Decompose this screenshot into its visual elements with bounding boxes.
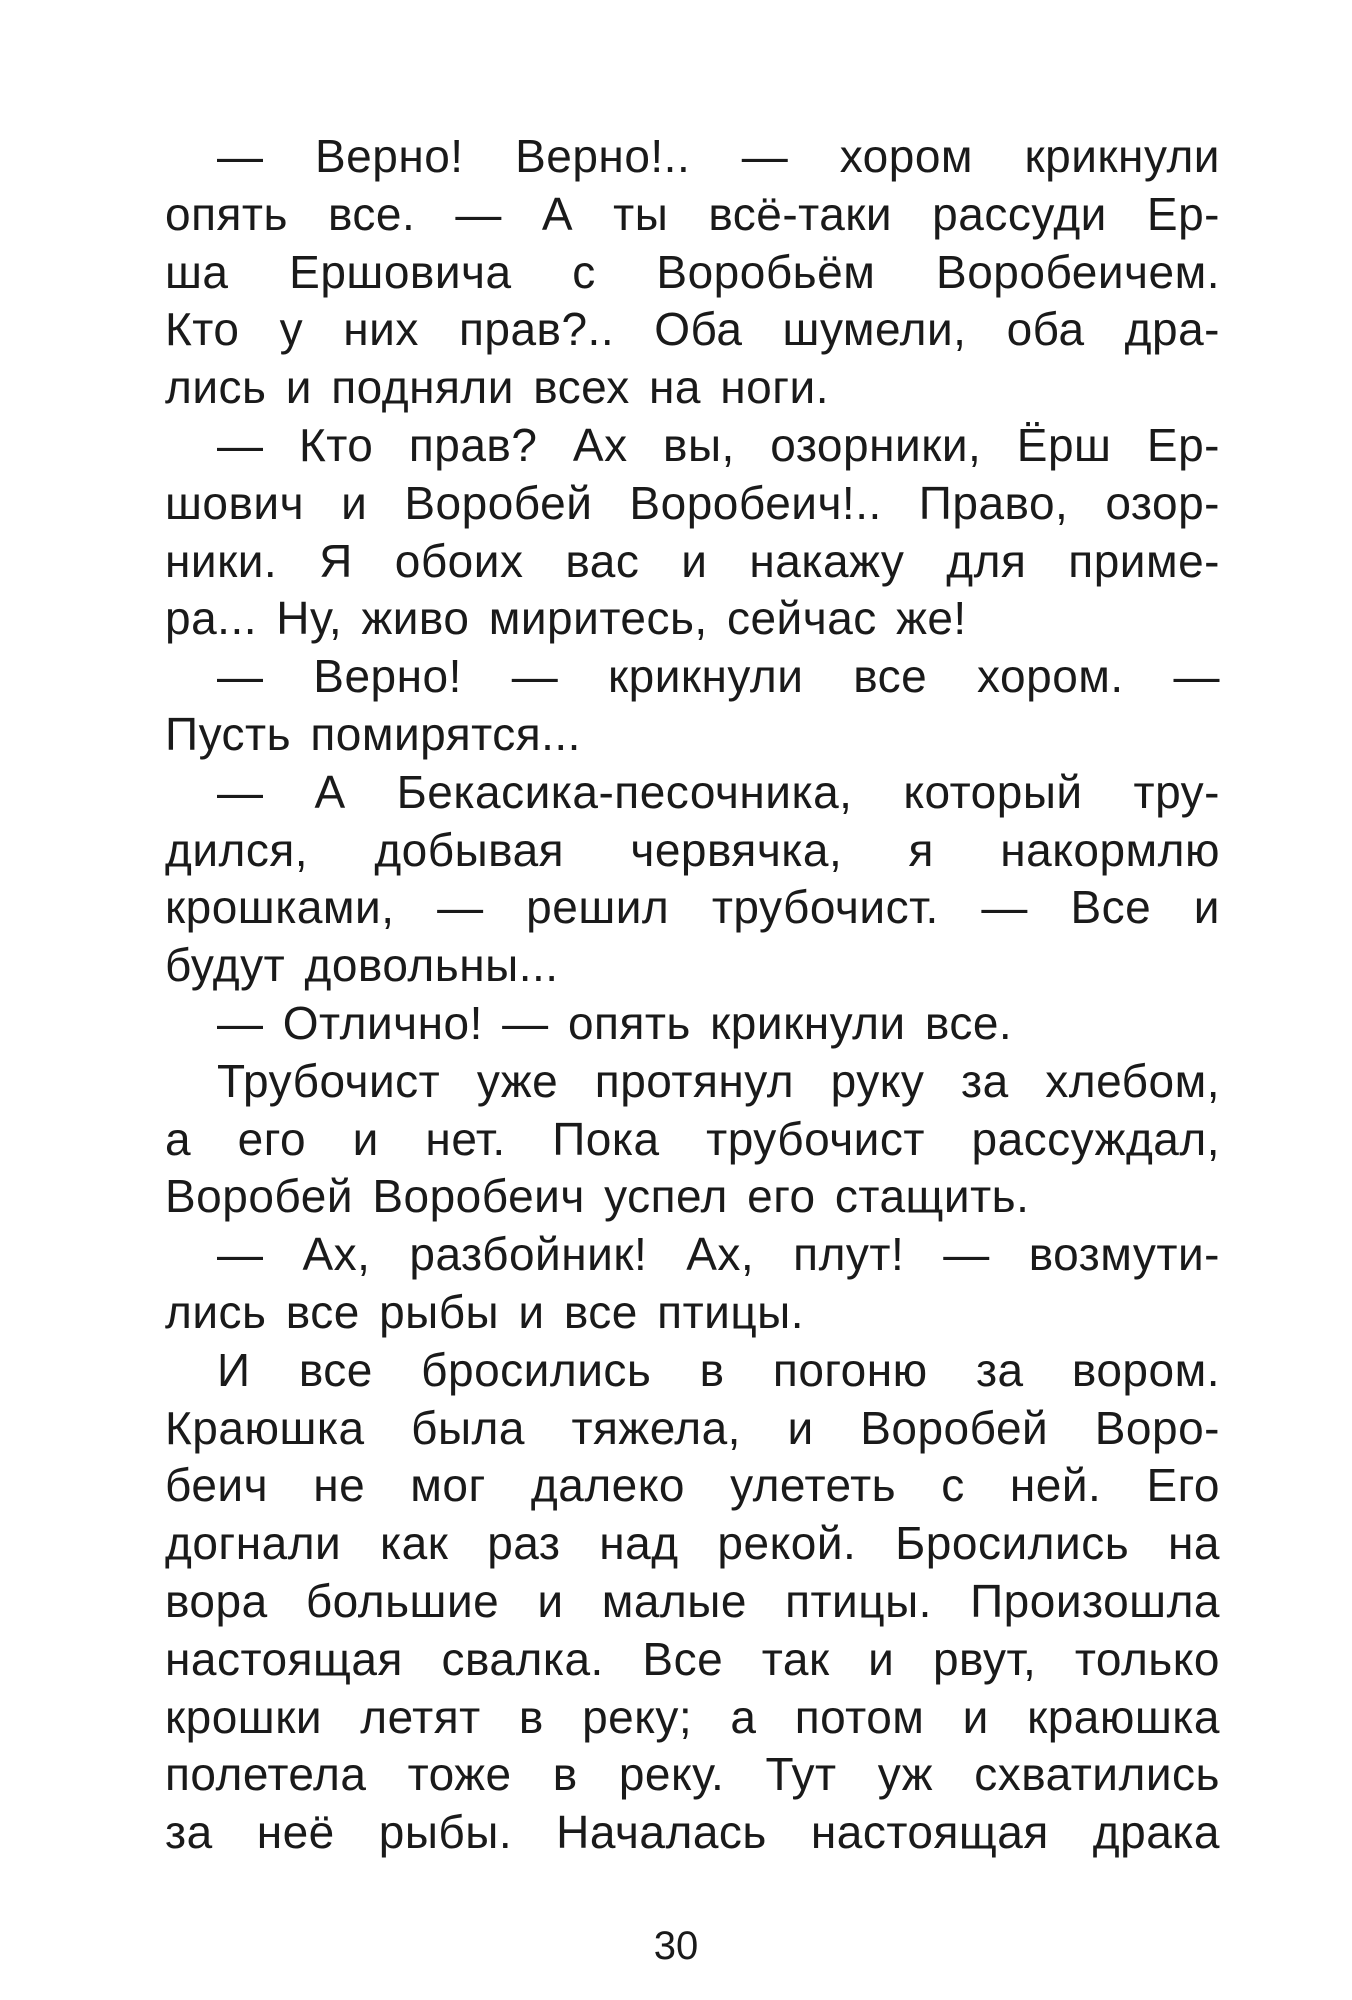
text-line: Воробей Воробеич успел его стащить. xyxy=(165,1170,1030,1223)
text-line: Краюшка была тяжела, и Воробей Воро- xyxy=(165,1401,1220,1454)
text-line: — А Бекасика-песочника, который тру- xyxy=(217,765,1220,818)
text-line: ники. Я обоих вас и накажу для приме- xyxy=(165,534,1220,587)
text-line: ша Ершовича с Воробьём Воробеичем. xyxy=(165,245,1220,298)
text-line: лись и подняли всех на ноги. xyxy=(165,361,829,414)
text-line: будут довольны... xyxy=(165,939,559,992)
text-line: за неё рыбы. Началась настоящая драка xyxy=(165,1806,1220,1859)
text-line: опять все. — А ты всё-таки рассуди Ер- xyxy=(165,187,1220,240)
text-line: — Верно! — крикнули все хором. — xyxy=(217,650,1220,703)
page-number: 30 xyxy=(653,1924,699,1968)
text-line: И все бросились в погоню за вором. xyxy=(217,1343,1220,1396)
text-line: ра... Ну, живо миритесь, сейчас же! xyxy=(165,592,967,645)
text-line: Кто у них прав?.. Оба шумели, оба дра- xyxy=(165,303,1220,356)
body-text xyxy=(165,128,1220,1862)
text-line: крошки летят в реку; а потом и краюшка xyxy=(165,1690,1220,1743)
text-line: крошками, — решил трубочист. — Все и xyxy=(165,881,1220,934)
text-line: полетела тоже в реку. Тут уж схватились xyxy=(165,1748,1220,1801)
text-line: Пусть помирятся... xyxy=(165,707,581,760)
text-line: а его и нет. Пока трубочист рассуждал, xyxy=(165,1112,1220,1165)
text-line: лись все рыбы и все птицы. xyxy=(165,1285,805,1338)
text-line: — Ах, разбойник! Ах, плут! — возмути- xyxy=(217,1228,1220,1281)
text-line: — Верно! Верно!.. — хором крикнули xyxy=(217,130,1220,182)
text-line: Трубочист уже протянул руку за хлебом, xyxy=(217,1054,1220,1107)
text-line: вора большие и малые птицы. Произошла xyxy=(165,1574,1220,1627)
text-line: дился, добывая червячка, я накормлю xyxy=(165,823,1220,876)
text-line: — Кто прав? Ах вы, озорники, Ёрш Ер- xyxy=(217,418,1220,471)
text-line: настоящая свалка. Все так и рвут, только xyxy=(165,1632,1220,1685)
text-line: шович и Воробей Воробеич!.. Право, озор- xyxy=(165,476,1220,529)
text-line: — Отлично! — опять крикнули все. xyxy=(217,996,1013,1049)
text-line: догнали как раз над рекой. Бросились на xyxy=(165,1517,1220,1570)
text-line: беич не мог далеко улететь с ней. Его xyxy=(165,1459,1220,1512)
